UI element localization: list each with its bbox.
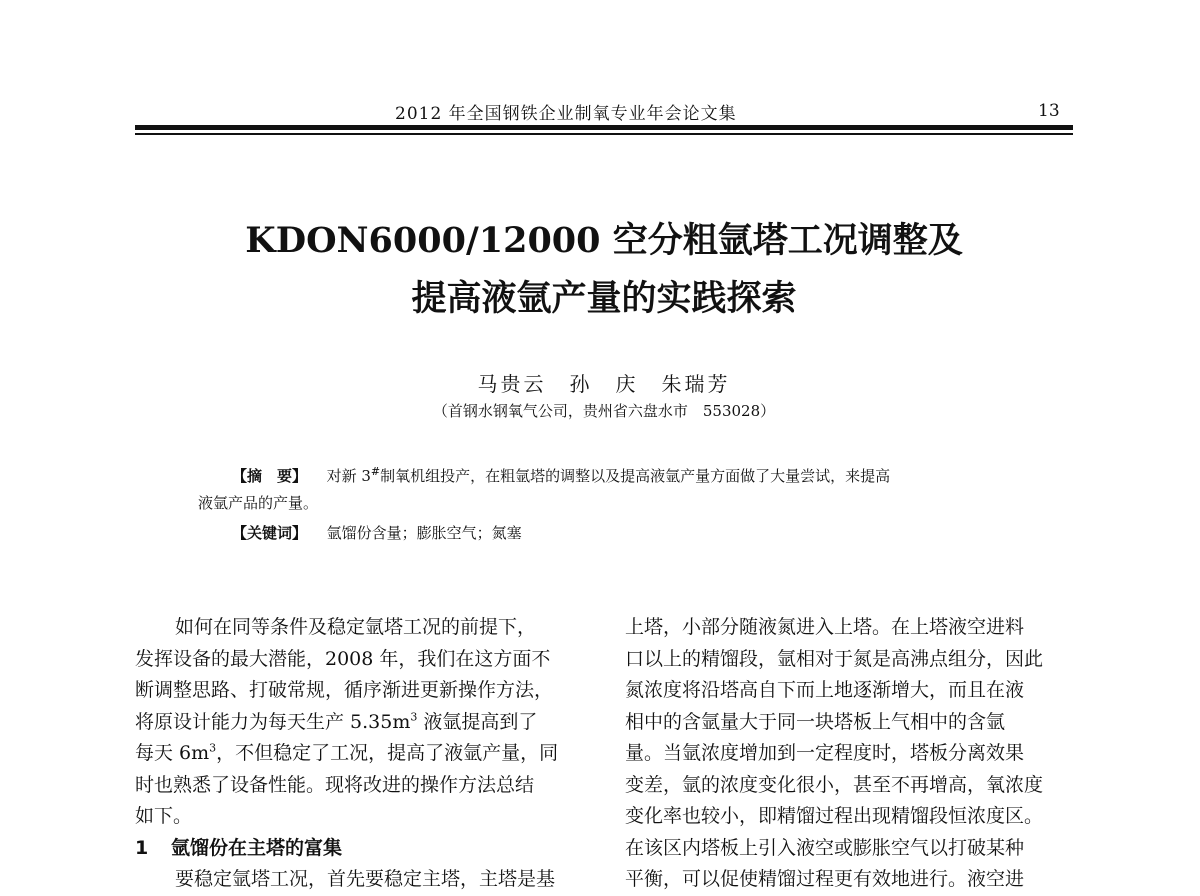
body-line: 时也熟悉了设备性能。现将改进的操作方法总结 [135, 773, 535, 796]
body-line: 相中的含氩量大于同一块塔板上气相中的含氩 [625, 710, 1006, 733]
body-left-column [135, 612, 583, 896]
body-sup: 3 [209, 741, 217, 755]
abstract-text-sup: # [370, 465, 381, 478]
abstract-label: 【摘 要】 [232, 467, 308, 485]
paper-title-line-1: KDON6000/12000 空分粗氩塔工况调整及 [245, 220, 963, 261]
body-text: 每天 6m [135, 742, 210, 764]
body-line [135, 738, 583, 770]
section-title: 氩馏份在主塔的富集 [171, 836, 343, 859]
body-line: 变化率也较小，即精馏过程出现精馏段恒浓度区。 [625, 805, 1044, 827]
keywords-line [232, 522, 522, 543]
affiliation: （首钢水钢氧气公司，贵州省六盘水市 553028） [432, 402, 776, 420]
body-line [135, 707, 583, 739]
body-line: 如何在同等条件及稳定氩塔工况的前提下， [175, 616, 537, 638]
header-rule-thin [135, 133, 1073, 135]
header-rule-thick [135, 125, 1073, 130]
body-line: 断调整思路、打破常规，循序渐进更新操作方法， [135, 679, 554, 701]
body-text: 液氩提高到了 [417, 710, 538, 733]
body-line: 发挥设备的最大潜能，2008 年，我们在这方面不 [135, 647, 551, 670]
body-line: 要稳定氩塔工况，首先要稳定主塔，主塔是基 [175, 868, 556, 890]
section-heading [135, 833, 583, 865]
running-header-title: 2012 年全国钢铁企业制氧专业年会论文集 [395, 104, 737, 124]
keywords-label: 【关键词】 [232, 524, 308, 542]
body-text: ，不但稳定了工况，提高了液氩产量，同 [216, 742, 559, 764]
body-line: 量。当氩浓度增加到一定程度时，塔板分离效果 [625, 742, 1025, 764]
authors: 马贵云 孙 庆 朱瑞芳 [477, 372, 731, 396]
body-line: 变差，氩的浓度变化很小，甚至不再增高，氧浓度 [625, 773, 1044, 796]
paper-title-line-2: 提高液氩产量的实践探索 [411, 278, 797, 319]
body-text: 将原设计能力为每天生产 5.35m [135, 710, 411, 733]
abstract-text-post: 制氧机组投产，在粗氩塔的调整以及提高液氩产量方面做了大量尝试，来提高 [380, 467, 891, 485]
abstract-line-1 [232, 465, 890, 486]
body-line: 在该区内塔板上引入液空或膨胀空气以打破某种 [625, 836, 1025, 859]
body-line: 如下。 [135, 805, 193, 827]
body-line: 上塔，小部分随液氮进入上塔。在上塔液空进料 [625, 616, 1025, 638]
page-number: 13 [1038, 101, 1060, 121]
body-line: 平衡，可以促使精馏过程更有效地进行。液空进 [625, 868, 1025, 890]
body-line: 口以上的精馏段，氩相对于氮是高沸点组分，因此 [625, 647, 1044, 670]
body-right-column [625, 612, 1073, 896]
section-number: 1 [135, 836, 149, 859]
keywords-text: 氩馏份含量；膨胀空气；氮塞 [326, 524, 522, 542]
body-sup: 3 [410, 710, 418, 724]
abstract-text-pre: 对新 3 [326, 467, 371, 485]
abstract-line-2: 液氩产品的产量。 [198, 494, 319, 512]
body-line: 氮浓度将沿塔高自下而上地逐渐增大，而且在液 [625, 679, 1025, 701]
